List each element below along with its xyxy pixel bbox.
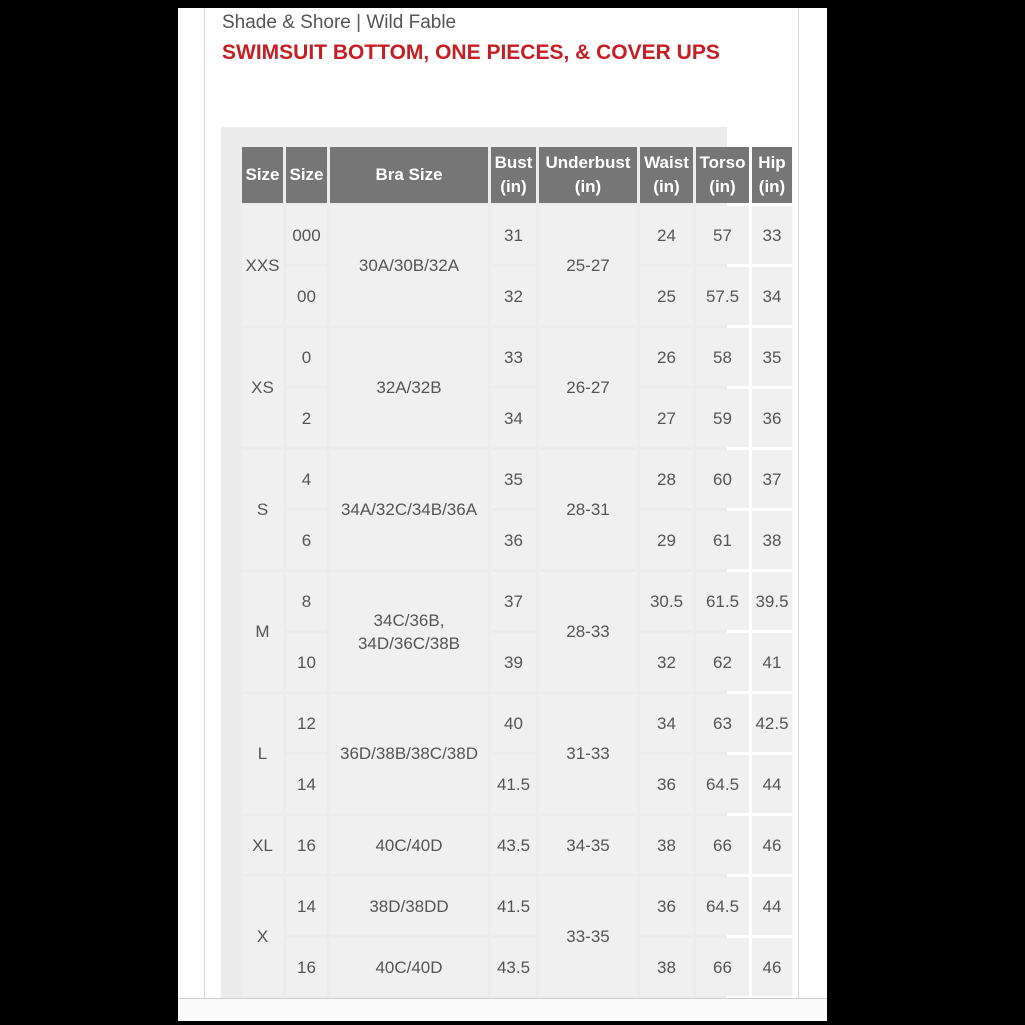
size-cell: M xyxy=(242,572,283,691)
hip-cell: 46 xyxy=(752,938,792,996)
bra-size-cell: 30A/30B/32A xyxy=(330,206,488,325)
underbust-cell: 28-33 xyxy=(539,572,637,691)
size-number-cell: 10 xyxy=(286,633,327,691)
left-border-line xyxy=(204,8,205,1021)
torso-cell: 59 xyxy=(696,389,749,447)
bra-size-cell: 38D/38DD xyxy=(330,877,488,935)
size-number-cell: 4 xyxy=(286,450,327,508)
header-waist-label: Waist xyxy=(644,153,689,172)
waist-cell: 36 xyxy=(640,877,693,935)
bust-cell: 35 xyxy=(491,450,536,508)
header-hip-label: Hip xyxy=(758,153,786,172)
underbust-cell: 26-27 xyxy=(539,328,637,447)
hip-cell: 39.5 xyxy=(752,572,792,630)
header-underbust-unit: (in) xyxy=(574,177,602,196)
table-header-row xyxy=(242,147,792,203)
header-torso-unit: (in) xyxy=(709,177,736,196)
hip-cell: 41 xyxy=(752,633,792,691)
waist-cell: 28 xyxy=(640,450,693,508)
waist-cell: 32 xyxy=(640,633,693,691)
table-row xyxy=(242,389,792,447)
bust-cell: 43.5 xyxy=(491,938,536,996)
bra-size-cell: 36D/38B/38C/38D xyxy=(330,694,488,813)
table-row xyxy=(242,511,792,569)
torso-cell: 61 xyxy=(696,511,749,569)
hip-cell: 44 xyxy=(752,755,792,813)
waist-cell: 38 xyxy=(640,938,693,996)
bra-size-cell: 32A/32B xyxy=(330,328,488,447)
torso-cell: 61.5 xyxy=(696,572,749,630)
table-row xyxy=(242,755,792,813)
size-number-cell: 14 xyxy=(286,877,327,935)
bottom-band xyxy=(178,999,827,1021)
header-bust xyxy=(491,147,536,203)
size-number-cell: 0 xyxy=(286,328,327,386)
size-cell: XL xyxy=(242,816,283,874)
bust-cell: 41.5 xyxy=(491,877,536,935)
waist-cell: 27 xyxy=(640,389,693,447)
header-torso-label: Torso xyxy=(699,153,746,172)
underbust-cell: 28-31 xyxy=(539,450,637,569)
size-cell: L xyxy=(242,694,283,813)
header-torso xyxy=(696,147,749,203)
size-cell: XXS xyxy=(242,206,283,325)
bust-cell: 36 xyxy=(491,511,536,569)
hip-cell: 42.5 xyxy=(752,694,792,752)
hip-cell: 44 xyxy=(752,877,792,935)
torso-cell: 66 xyxy=(696,938,749,996)
hip-cell: 37 xyxy=(752,450,792,508)
table-row xyxy=(242,938,792,996)
section-heading: SWIMSUIT BOTTOM, ONE PIECES, & COVER UPS xyxy=(222,41,720,64)
header-size-number: Size xyxy=(286,147,327,203)
header-hip xyxy=(752,147,792,203)
size-cell: X xyxy=(242,877,283,996)
torso-cell: 64.5 xyxy=(696,755,749,813)
hip-cell: 36 xyxy=(752,389,792,447)
torso-cell: 62 xyxy=(696,633,749,691)
right-border-line xyxy=(798,8,799,1021)
bust-cell: 32 xyxy=(491,267,536,325)
header-bust-unit: (in) xyxy=(500,177,527,196)
table-row xyxy=(242,694,792,752)
underbust-cell: 34-35 xyxy=(539,816,637,874)
header-underbust-label: Underbust xyxy=(545,153,631,172)
waist-cell: 38 xyxy=(640,816,693,874)
table-row xyxy=(242,450,792,508)
torso-cell: 64.5 xyxy=(696,877,749,935)
torso-cell: 57.5 xyxy=(696,267,749,325)
table-row xyxy=(242,572,792,630)
torso-cell: 60 xyxy=(696,450,749,508)
size-chart-table xyxy=(239,144,795,999)
bust-cell: 40 xyxy=(491,694,536,752)
size-number-cell: 16 xyxy=(286,938,327,996)
size-number-cell: 00 xyxy=(286,267,327,325)
header-waist-unit: (in) xyxy=(653,177,680,196)
size-number-cell: 000 xyxy=(286,206,327,264)
waist-cell: 29 xyxy=(640,511,693,569)
bust-cell: 39 xyxy=(491,633,536,691)
torso-cell: 57 xyxy=(696,206,749,264)
bust-cell: 33 xyxy=(491,328,536,386)
bra-size-cell xyxy=(330,572,488,691)
bust-cell: 37 xyxy=(491,572,536,630)
bust-cell: 31 xyxy=(491,206,536,264)
header-size: Size xyxy=(242,147,283,203)
waist-cell: 26 xyxy=(640,328,693,386)
waist-cell: 34 xyxy=(640,694,693,752)
size-cell: S xyxy=(242,450,283,569)
waist-cell: 36 xyxy=(640,755,693,813)
bra-size-line: 34D/36C/38B xyxy=(357,633,461,653)
size-cell: XS xyxy=(242,328,283,447)
size-chart-page xyxy=(178,8,827,1021)
size-number-cell: 14 xyxy=(286,755,327,813)
table-row xyxy=(242,328,792,386)
size-number-cell: 16 xyxy=(286,816,327,874)
size-number-cell: 12 xyxy=(286,694,327,752)
brand-line: Shade & Shore | Wild Fable xyxy=(222,12,457,33)
hip-cell: 35 xyxy=(752,328,792,386)
torso-cell: 66 xyxy=(696,816,749,874)
header-bust-label: Bust xyxy=(494,153,533,172)
size-number-cell: 2 xyxy=(286,389,327,447)
hip-cell: 34 xyxy=(752,267,792,325)
header-underbust xyxy=(539,147,637,203)
size-number-cell: 6 xyxy=(286,511,327,569)
waist-cell: 24 xyxy=(640,206,693,264)
torso-cell: 63 xyxy=(696,694,749,752)
header-hip-unit: (in) xyxy=(758,177,786,196)
underbust-cell: 33-35 xyxy=(539,877,637,996)
bust-cell: 41.5 xyxy=(491,755,536,813)
table-row xyxy=(242,267,792,325)
bra-size-line: 34C/36B, xyxy=(373,610,445,630)
underbust-cell: 25-27 xyxy=(539,206,637,325)
header-waist xyxy=(640,147,693,203)
waist-cell: 25 xyxy=(640,267,693,325)
underbust-cell: 31-33 xyxy=(539,694,637,813)
bra-size-cell: 34A/32C/34B/36A xyxy=(330,450,488,569)
waist-cell: 30.5 xyxy=(640,572,693,630)
bust-cell: 43.5 xyxy=(491,816,536,874)
hip-cell: 33 xyxy=(752,206,792,264)
table-row xyxy=(242,816,792,874)
bra-size-cell: 40C/40D xyxy=(330,938,488,996)
table-row xyxy=(242,206,792,264)
header-bra-size: Bra Size xyxy=(330,147,488,203)
bust-cell: 34 xyxy=(491,389,536,447)
hip-cell: 38 xyxy=(752,511,792,569)
table-row xyxy=(242,877,792,935)
hip-cell: 46 xyxy=(752,816,792,874)
size-number-cell: 8 xyxy=(286,572,327,630)
torso-cell: 58 xyxy=(696,328,749,386)
table-row xyxy=(242,633,792,691)
bra-size-cell: 40C/40D xyxy=(330,816,488,874)
